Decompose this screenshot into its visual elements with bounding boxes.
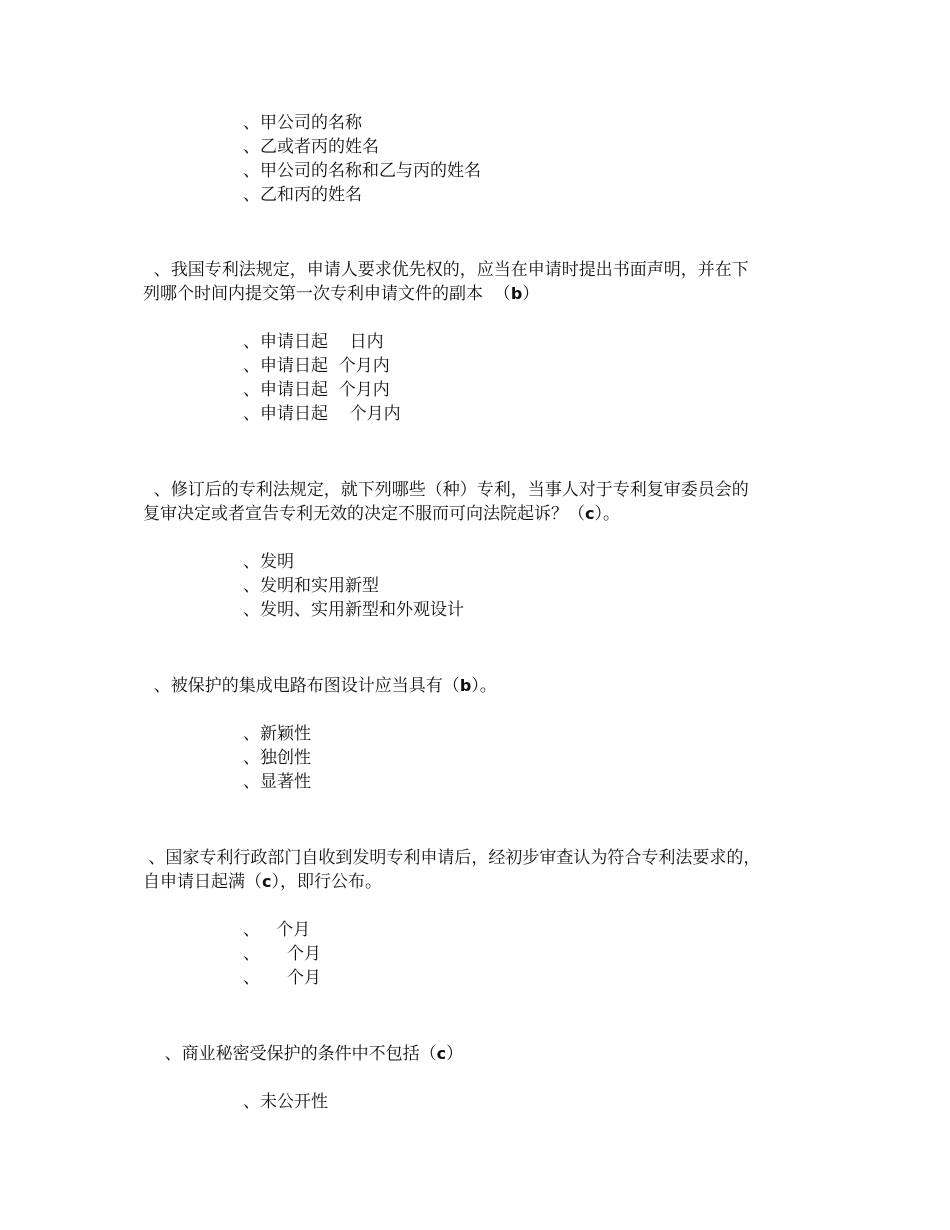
q3-answer: b <box>459 676 472 695</box>
q3-option-c: 、显著性 <box>243 772 311 792</box>
q0-option-a: 、甲公司的名称 <box>243 113 362 133</box>
q1-stem <box>143 258 823 306</box>
q3-option-a: 、新颖性 <box>243 724 311 744</box>
q3-stem-line1 <box>143 674 823 698</box>
q0-option-c: 、甲公司的名称和乙与丙的姓名 <box>243 161 481 181</box>
q2-option-c: 、发明、实用新型和外观设计 <box>243 600 464 620</box>
q4-stem-line1: 、国家专利行政部门自收到发明专利申请后，经初步审查认为符合专利法要求的， <box>143 848 761 868</box>
q1-option-b: 、申请日起 个月内 <box>243 356 390 376</box>
q1-stem-close: ） <box>522 284 540 304</box>
q2-stem-close: ）。 <box>594 504 620 524</box>
q5-answer: c <box>436 1044 447 1063</box>
q0-option-b: 、乙或者丙的姓名 <box>243 137 379 157</box>
q4-option-c: 、 个月 <box>243 968 322 988</box>
q4-stem-line2 <box>143 870 823 894</box>
q1-stem-line2 <box>143 282 823 306</box>
q3-stem-close: ）。 <box>471 676 497 696</box>
q0-option-d: 、乙和丙的姓名 <box>243 185 362 205</box>
q2-stem-line1: 、修订后的专利法规定，就下列哪些（种）专利，当事人对于专利复审委员会的 <box>143 480 749 500</box>
q4-stem-close: ），即行公布。 <box>271 872 382 892</box>
q4-option-b: 、 个月 <box>243 944 322 964</box>
q2-stem <box>143 478 823 526</box>
q2-option-b: 、发明和实用新型 <box>243 576 379 596</box>
q1-answer: b <box>510 284 523 303</box>
q4-answer: c <box>262 872 272 891</box>
q4-option-a: 、 个月 <box>243 920 311 940</box>
q1-stem-line1: 、我国专利法规定，申请人要求优先权的，应当在申请时提出书面声明，并在下 <box>143 260 749 280</box>
q1-option-c: 、申请日起 个月内 <box>243 380 390 400</box>
q5-option-a: 、未公开性 <box>243 1092 328 1112</box>
q2-stem-line2 <box>143 502 823 526</box>
q1-option-d: 、申请日起 个月内 <box>243 404 401 424</box>
q1-option-a: 、申请日起 日内 <box>243 332 384 352</box>
q5-stem-line1 <box>143 1042 823 1066</box>
q5-stem <box>143 1042 823 1066</box>
q2-option-a: 、发明 <box>243 552 294 572</box>
q2-answer: c <box>585 504 595 523</box>
q3-option-b: 、独创性 <box>243 748 311 768</box>
q4-stem <box>143 846 823 894</box>
q4-stem-text: 自申请日起满（ <box>143 872 262 892</box>
q1-stem-text: 列哪个时间内提交第一次专利申请文件的副本 （ <box>143 284 511 304</box>
q2-stem-text: 复审决定或者宣告专利无效的决定不服而可向法院起诉？（ <box>143 504 585 524</box>
q3-stem-text: 、被保护的集成电路布图设计应当具有（ <box>143 676 460 696</box>
q3-stem <box>143 674 823 698</box>
q5-stem-close: ） <box>446 1044 464 1064</box>
q5-stem-text: 、商业秘密受保护的条件中不包括（ <box>143 1044 437 1064</box>
